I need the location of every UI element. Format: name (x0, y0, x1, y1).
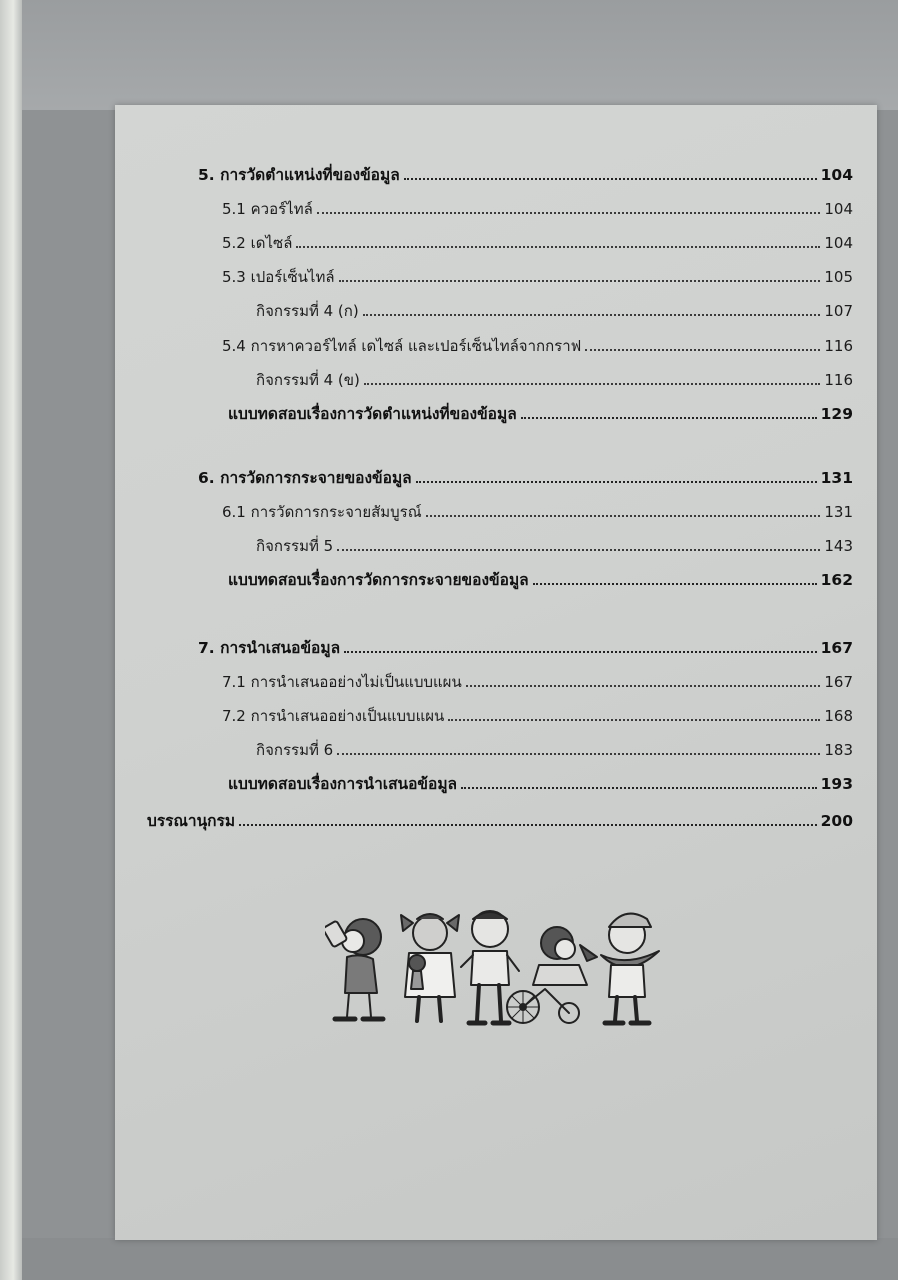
toc-page-number: 162 (820, 571, 853, 589)
toc-page-number: 104 (820, 166, 853, 184)
toc-section-7-1 (222, 672, 853, 694)
toc-chapter-7 (198, 638, 853, 660)
toc-section-7-2 (222, 706, 853, 728)
book-page (115, 105, 877, 1240)
toc-title: 5.2 เดไซล์ (222, 234, 293, 252)
background-top (22, 0, 898, 110)
toc-title: 5.1 ควอร์ไทล์ (222, 200, 313, 218)
toc-activity-6 (256, 740, 853, 762)
toc-leader (448, 718, 820, 721)
toc-bibliography (147, 811, 853, 833)
toc-test-5 (228, 404, 853, 426)
left-page-edge (0, 0, 22, 1280)
toc-title: 5.4 การหาควอร์ไทล์ เดไซล์ และเปอร์เซ็นไทล์จากกราฟ (222, 337, 582, 355)
toc-leader (337, 752, 820, 755)
toc-page-number: 168 (824, 707, 853, 725)
toc-leader (426, 514, 821, 517)
toc-page-number: 143 (824, 537, 853, 555)
toc-title: 7. การนำเสนอข้อมูล (198, 639, 341, 657)
toc-title: 6.1 การวัดการกระจายสัมบูรณ์ (222, 503, 422, 521)
toc-section-5-1 (222, 199, 853, 221)
toc-leader (339, 279, 821, 282)
toc-leader (363, 313, 821, 316)
toc-section-5-2 (222, 233, 853, 255)
toc-leader (404, 177, 817, 180)
toc-leader (337, 548, 820, 551)
toc-leader (364, 382, 820, 385)
toc-leader (466, 684, 821, 687)
toc-title: 6. การวัดการกระจายของข้อมูล (198, 469, 412, 487)
toc-page-number: 167 (824, 673, 853, 691)
toc-chapter-6 (198, 468, 853, 490)
toc-section-6-1 (222, 502, 853, 524)
toc-page-number: 131 (824, 503, 853, 521)
toc-title: แบบทดสอบเรื่องการนำเสนอข้อมูล (228, 775, 458, 793)
children-cartoon-icon (325, 905, 670, 1035)
toc-page-number: 131 (820, 469, 853, 487)
toc-test-7 (228, 774, 853, 796)
toc-leader (585, 348, 820, 351)
toc-leader (296, 245, 820, 248)
toc-section-5-3 (222, 267, 853, 289)
toc-title: บรรณานุกรม (147, 812, 236, 830)
toc-leader (521, 416, 817, 419)
toc-title: กิจกรรมที่ 4 (ก) (256, 302, 359, 320)
toc-activity-4a (256, 301, 853, 323)
toc-leader (533, 582, 817, 585)
toc-page-number: 107 (824, 302, 853, 320)
toc-page-number: 183 (824, 741, 853, 759)
toc-title: 7.2 การนำเสนออย่างเป็นแบบแผน (222, 707, 445, 725)
toc-title: แบบทดสอบเรื่องการวัดตำแหน่งที่ของข้อมูล (228, 405, 517, 423)
toc-chapter-5 (198, 165, 853, 187)
toc-test-6 (228, 570, 853, 592)
toc-page-number: 104 (824, 200, 853, 218)
toc-page-number: 167 (820, 639, 853, 657)
toc-title: กิจกรรมที่ 5 (256, 537, 334, 555)
toc-title: 5.3 เปอร์เซ็นไทล์ (222, 268, 335, 286)
background-bottom (22, 1238, 898, 1280)
toc-title: แบบทดสอบเรื่องการวัดการกระจายของข้อมูล (228, 571, 529, 589)
toc-leader (317, 211, 821, 214)
toc-page-number: 200 (820, 812, 853, 830)
toc-page-number: 129 (820, 405, 853, 423)
toc-section-5-4 (222, 336, 853, 358)
toc-leader (344, 650, 817, 653)
toc-page-number: 105 (824, 268, 853, 286)
toc-activity-4b (256, 370, 853, 392)
toc-leader (416, 480, 817, 483)
toc-page-number: 104 (824, 234, 853, 252)
toc-page-number: 116 (824, 337, 853, 355)
toc-activity-5 (256, 536, 853, 558)
toc-title: 5. การวัดตำแหน่งที่ของข้อมูล (198, 166, 400, 184)
toc-page-number: 116 (824, 371, 853, 389)
toc-leader (239, 823, 817, 826)
toc-title: กิจกรรมที่ 4 (ข) (256, 371, 360, 389)
toc-title: 7.1 การนำเสนออย่างไม่เป็นแบบแผน (222, 673, 462, 691)
toc-page-number: 193 (820, 775, 853, 793)
toc-leader (461, 786, 817, 789)
toc-title: กิจกรรมที่ 6 (256, 741, 334, 759)
